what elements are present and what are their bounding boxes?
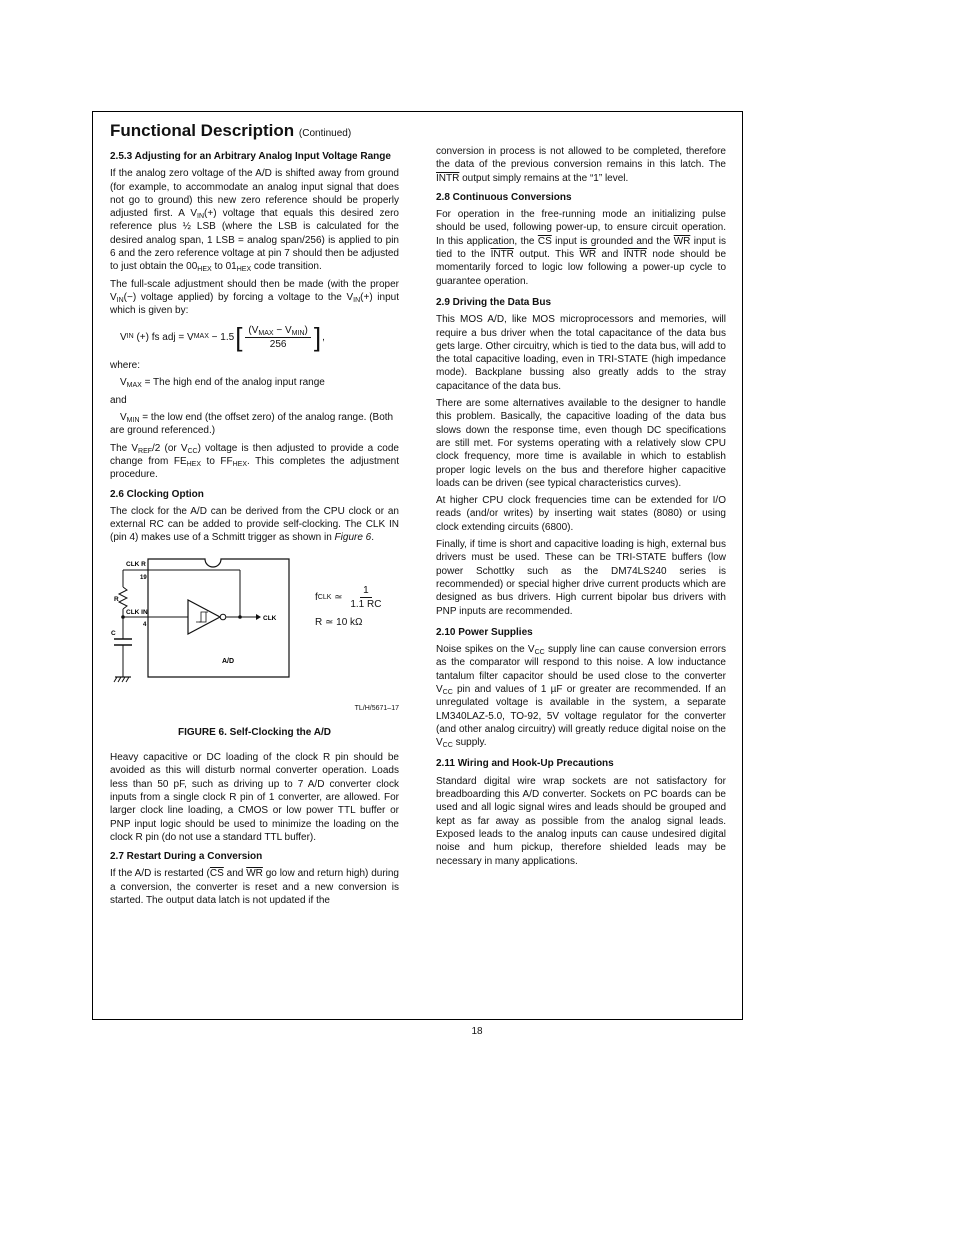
paragraph-bus-driver: This MOS A/D, like MOS microprocessors and memories, will require a bus driver when the total capacitance of the data bus gets large. Other circuitry, which is tied to the data bus, will add to the total capacitive loading, even in TRI-STATE (high impedance mode). Backplane bussing also greatly adds to the stray capacitance of the data bus. bbox=[436, 314, 726, 392]
paragraph-zero-adjust: If the analog zero voltage of the A/D is shifted away from ground (for example, to accommodate an analog input signal that does not go to ground) this new zero reference should be properly adjusted first. A $V_{IN}(+)$ voltage that equals this desired zero reference plus ½ LSB (where the LSB is calculated for the desired analog span, 1 LSB = analog span/256) is applied to pin 6 and the zero reference voltage at pin 7 should then be adjusted to just obtain the $00_{HEX}$ to $01_{HEX}$ code transition. bbox=[110, 168, 399, 274]
paragraph-clocking: The clock for the A/D can be derived from the CPU clock or an external RC can be added to provide self-clocking. The CLK IN (pin 4) makes use of a Schmitt trigger as shown in Figure 6. bbox=[110, 505, 399, 544]
label-clk-in: CLK IN bbox=[126, 608, 148, 616]
inverter-bubble bbox=[220, 614, 226, 620]
figure-reference: TL/H/5671–17 bbox=[354, 705, 399, 713]
heading-2-10: 2.10 Power Supplies bbox=[436, 626, 533, 638]
label-ad: A/D bbox=[222, 657, 235, 665]
label-clk-r: CLK R bbox=[126, 560, 146, 568]
page-title bbox=[110, 121, 351, 141]
paragraph-alternatives: There are some alternatives available to the designer to handle this problem. Basically, the capacitive loading of the data bus slows down the response time, even though DC specifications are still met. For systems operating with a relatively slow CPU clock frequency, more time is available in which to establish proper logic levels on the bus and therefore higher capacitive loads can be driven (see typical characteristics curves). bbox=[436, 398, 726, 489]
heading-2-6: 2.6 Clocking Option bbox=[110, 488, 204, 500]
paragraph-vref: The $V_{REF}/2$ (or $V_{CC}$) voltage is then adjusted to provide a code change from $FE_{HEX}$ to $FF_{HEX}$. This completes the adjustment procedure. bbox=[110, 442, 399, 481]
hysteresis-glyph-b bbox=[199, 612, 206, 622]
right-column bbox=[436, 145, 726, 872]
heading-2-11: 2.11 Wiring and Hook-Up Precautions bbox=[436, 758, 614, 770]
node-feedback bbox=[238, 615, 242, 619]
label-c: C bbox=[111, 629, 116, 637]
formula-fs-adj: V IN (+) fs adj = V MAX − 1.5 [ $\frac{(V_{MAX} - V_{MIN})}{256}$ ] , bbox=[120, 322, 325, 353]
label-pin-19: 19 bbox=[140, 574, 147, 581]
title-continued: (Continued) bbox=[298, 128, 352, 139]
label-pin-4: 4 bbox=[143, 621, 147, 628]
bracket-left: [ bbox=[235, 322, 243, 353]
where-label: where: bbox=[110, 360, 141, 372]
left-column bbox=[110, 150, 399, 907]
paragraph-power: Noise spikes on the $V_{CC}$ supply line can cause conversion errors as the comparator will respond to this noise. A low inductance tantalum filter capacitor should be used close to the converter $V_{CC}$ pin and values of 1 µF or greater are recommended. If an unregulated voltage is available in the system, a separate LM340LAZ-5.0, TO-92, 5V voltage regulator for the converter (and other analog circuitry) will greatly reduce digital noise on the $V_{CC}$ supply. bbox=[436, 644, 726, 750]
fclk-equation: f CLK ≃ $\frac{1}{1.1 RC}$ bbox=[315, 584, 382, 611]
page-number: 18 bbox=[471, 1026, 483, 1037]
schmitt-trigger-symbol bbox=[188, 600, 220, 634]
heading-2-8: 2.8 Continuous Conversions bbox=[436, 191, 572, 203]
vmin-definition: $V_{MIN}$ = the low end (the offset zero) of the analog range. (Both are ground referenced.) bbox=[110, 412, 394, 437]
paragraph-wiring: Standard digital wire wrap sockets are not satisfactory for breadboarding this A/D converter. Sockets on PC boards can be used and all logic signal wires and leads should be grouped and kept as far away as possible from the analog signal leads. Exposed leads to the analog inputs can cause undesired digital noise and hum pickup, therefore shielded leads may be necessary in many applications. bbox=[436, 775, 726, 867]
title-text: Functional Description bbox=[110, 121, 295, 140]
clk-arrow bbox=[256, 614, 261, 620]
figure-6-self-clocking bbox=[110, 549, 399, 724]
vmax-definition: $V_{MAX}$ = The high end of the analog input range bbox=[120, 377, 325, 390]
heading-2-7: 2.7 Restart During a Conversion bbox=[110, 851, 263, 863]
label-r: R bbox=[114, 595, 119, 603]
heading-2-5-3: 2.5.3 Adjusting for an Arbitrary Analog Input Voltage Range bbox=[110, 151, 391, 162]
paragraph-full-scale: The full-scale adjustment should then be made (with the proper $V_{IN}(-)$ voltage applied) by forcing a voltage to the $V_{IN}(+)$ input which is given by: bbox=[110, 278, 399, 317]
paragraph-external-drivers: Finally, if time is short and capacitive loading is high, external bus drivers must be used. These can be TRI-STATE buffers (low power Schottky such as the DM74LS240 series is recommended) or special higher drive current products which are designed as bus drivers. High current bipolar bus drivers with PNP inputs are recommended. bbox=[436, 539, 726, 617]
r-equation: R ≃ 10 kΩ bbox=[315, 616, 363, 628]
label-clk: CLK bbox=[263, 614, 277, 622]
resistor-symbol bbox=[119, 587, 127, 609]
figure-caption: FIGURE 6. Self-Clocking the A/D bbox=[178, 726, 331, 738]
paragraph-loading: Heavy capacitive or DC loading of the clock R pin should be avoided as this will disturb normal converter operation. Loads less than 50 pF, such as driving up to 7 A/D converter clock inputs from a single clock R pin of 1 converter, are allowed. For larger clock line loading, a CMOS or low power TTL buffer or PNP input logic should be used to minimize the loading on the clock R pin (do not use a standard TTL buffer). bbox=[110, 752, 399, 843]
paragraph-restart-continued: conversion in process is not allowed to be completed, therefore the data of the previous conversion remains in this latch. The INTR output simply remains at the “1” level. bbox=[436, 146, 726, 184]
paragraph-restart: If the A/D is restarted ($\overline{CS}$ and $\overline{WR}$ go low and return high) during a conversion, the converter is reset and a new conversion is started. The output data latch is not updated if the bbox=[110, 868, 399, 906]
heading-2-9: 2.9 Driving the Data Bus bbox=[436, 296, 552, 308]
bracket-right: ] bbox=[313, 322, 322, 353]
formula-fraction: $\frac{(V_{MAX} - V_{MIN})}{256}$ bbox=[245, 324, 310, 352]
and-label: and bbox=[110, 394, 127, 406]
paragraph-wait-states: At higher CPU clock frequencies time can be extended for I/O reads (and/or writes) by inserting wait states (8080) or using clock extending circuits (6800). bbox=[436, 495, 726, 533]
paragraph-continuous: For operation in the free-running mode an initializing pulse should be used, following power-up, to ensure circuit operation. In this application, the $\overline{CS}$ input is grounded and the $\overline{WR}$ input is tied to the INTR output. This $\overline{WR}$ and INTR node should be momentarily forced to logic low following a power-up cycle to guarantee operation. bbox=[436, 209, 726, 287]
